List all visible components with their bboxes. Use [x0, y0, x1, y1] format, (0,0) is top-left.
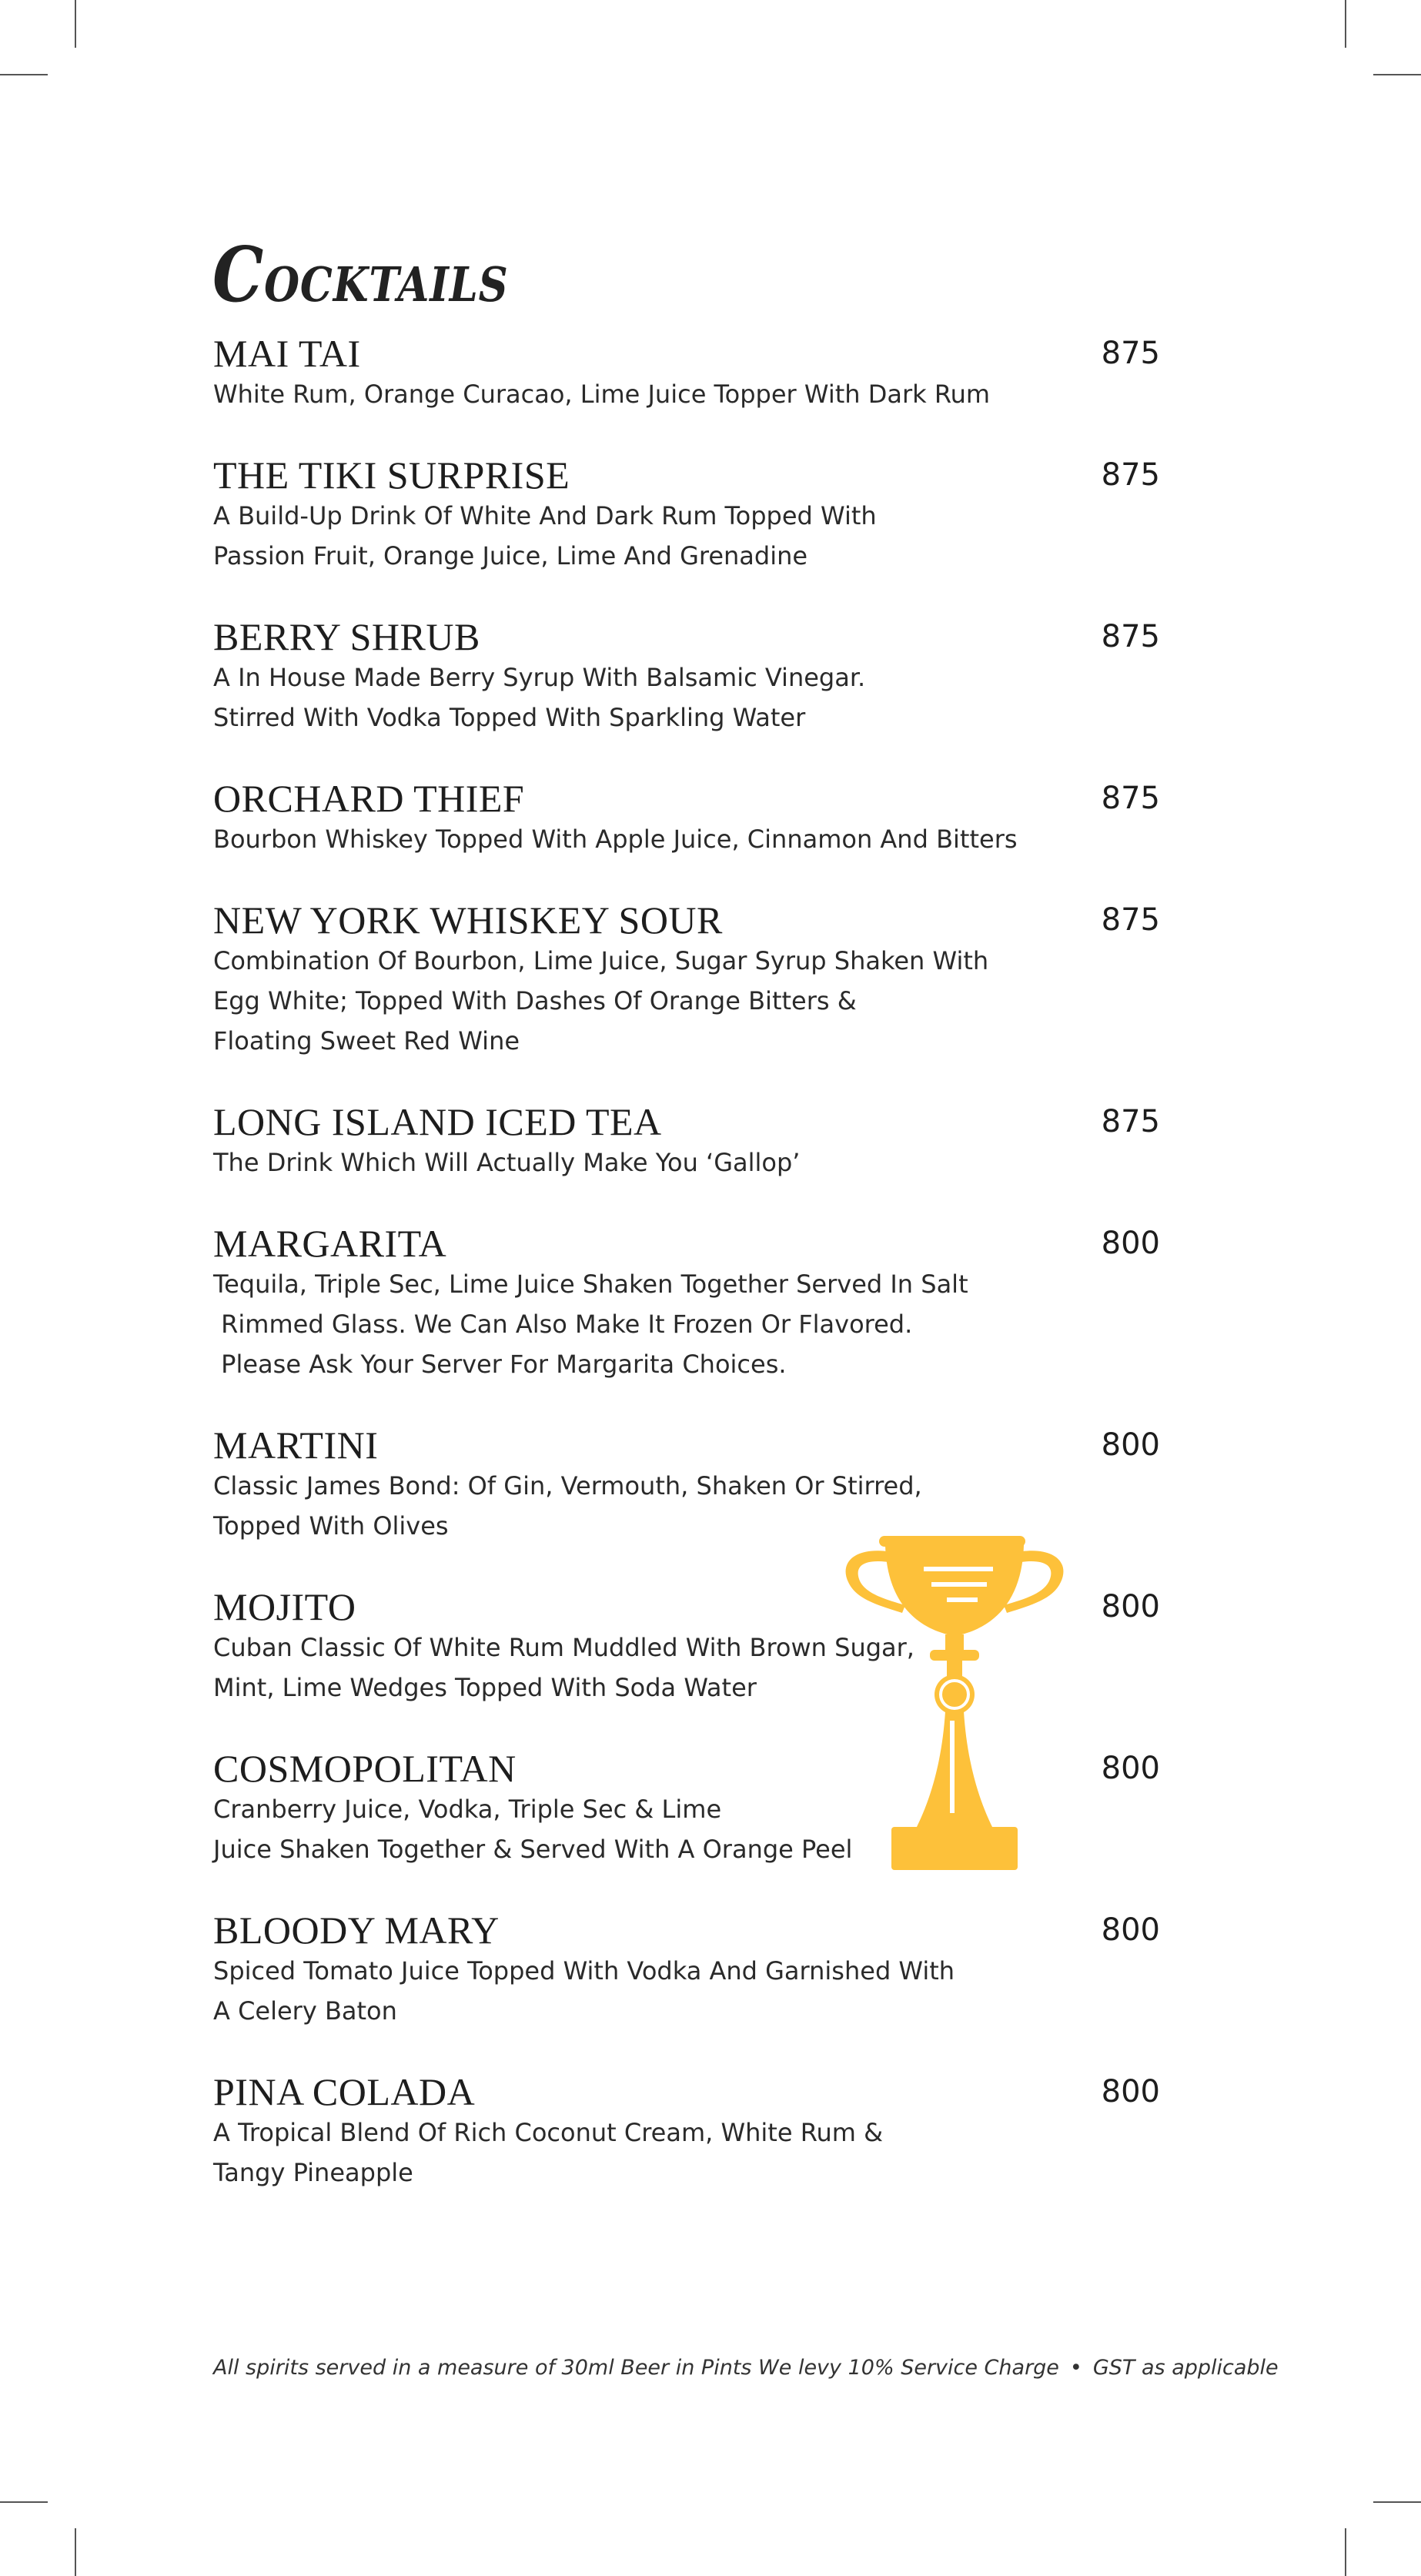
description-line: Tangy Pineapple: [213, 2158, 413, 2187]
description-line: A Tropical Blend Of Rich Coconut Cream, White Rum &: [213, 2118, 884, 2147]
item-price: 800: [1101, 1427, 1160, 1463]
item-price: 800: [1101, 1912, 1160, 1948]
section-title: [212, 231, 509, 319]
item-price: 875: [1101, 457, 1160, 493]
description-line: Mint, Lime Wedges Topped With Soda Water: [213, 1673, 757, 1702]
menu-item-mojito: [213, 1584, 1160, 1708]
description-line: Tequila, Triple Sec, Lime Juice Shaken Together Served In Salt: [213, 1270, 968, 1299]
section-title-rest: OCKTAILS: [264, 256, 509, 313]
crop-mark-bottom-right-horizontal: [1373, 2501, 1421, 2503]
description-line: Bourbon Whiskey Topped With Apple Juice, Cinnamon And Bitters: [213, 825, 1018, 854]
item-price: 875: [1101, 781, 1160, 816]
footer-separator: •: [1069, 2356, 1082, 2380]
item-name: BERRY SHRUB: [213, 615, 480, 658]
description-line: The Drink Which Will Actually Make You ‘Gallop’: [213, 1148, 801, 1177]
crop-mark-bottom-left-horizontal: [0, 2501, 48, 2503]
item-price: 800: [1101, 2074, 1160, 2109]
description-line: Stirred With Vodka Topped With Sparkling Water: [213, 703, 806, 732]
item-price: 875: [1101, 619, 1160, 654]
footer-note-left: All spirits served in a measure of 30ml Beer in Pints We levy 10% Service Charge: [213, 2356, 1059, 2380]
description-line: Egg White; Topped With Dashes Of Orange Bitters &: [213, 986, 857, 1015]
item-name: NEW YORK WHISKEY SOUR: [213, 898, 723, 942]
item-name: PINA COLADA: [213, 2070, 476, 2113]
item-description: [213, 374, 1045, 414]
item-description: [213, 1142, 1045, 1183]
description-line: Juice Shaken Together & Served With A Orange Peel: [213, 1835, 853, 1864]
description-line: A Celery Baton: [213, 1996, 397, 2026]
crop-mark-top-right-vertical: [1345, 0, 1346, 48]
item-price: 875: [1101, 1104, 1160, 1139]
item-name: THE TIKI SURPRISE: [213, 453, 570, 497]
item-description: [213, 819, 1045, 859]
item-description: [213, 2113, 1045, 2193]
item-description: [213, 657, 1045, 738]
menu-item-bloody-mary: [213, 1908, 1160, 2031]
description-line: Floating Sweet Red Wine: [213, 1026, 520, 1055]
item-price: 875: [1101, 902, 1160, 938]
description-line: Classic James Bond: Of Gin, Vermouth, Shaken Or Stirred,: [213, 1471, 922, 1500]
item-description: [213, 1789, 1045, 1869]
item-description: [213, 1951, 1045, 2031]
description-line: White Rum, Orange Curacao, Lime Juice Topper With Dark Rum: [213, 380, 991, 409]
item-description: [213, 1264, 1045, 1384]
item-name: LONG ISLAND ICED TEA: [213, 1100, 662, 1143]
menu-item-mai-tai: [213, 331, 1160, 414]
crop-mark-bottom-right-vertical: [1345, 2528, 1346, 2576]
item-name: MARGARITA: [213, 1222, 447, 1265]
description-line: Combination Of Bourbon, Lime Juice, Sugar Syrup Shaken With: [213, 946, 989, 975]
description-line: Passion Fruit, Orange Juice, Lime And Grenadine: [213, 541, 808, 570]
item-description: [213, 1466, 1045, 1546]
menu-item-margarita: [213, 1221, 1160, 1384]
item-name: ORCHARD THIEF: [213, 777, 525, 820]
description-line: Rimmed Glass. We Can Also Make It Frozen Or Flavored.: [213, 1310, 913, 1339]
item-name: MAI TAI: [213, 332, 361, 375]
description-line: Topped With Olives: [213, 1511, 449, 1541]
item-price: 800: [1101, 1589, 1160, 1624]
footer-note-right: GST as applicable: [1092, 2356, 1279, 2380]
description-line: Cranberry Juice, Vodka, Triple Sec & Lime: [213, 1795, 722, 1824]
item-name: BLOODY MARY: [213, 1909, 500, 1952]
menu-item-martini: [213, 1423, 1160, 1546]
menu-item-long-island-iced-tea: [213, 1099, 1160, 1183]
crop-mark-bottom-left-vertical: [75, 2528, 76, 2576]
menu-item-tiki-surprise: [213, 453, 1160, 576]
menu-item-cosmopolitan: [213, 1746, 1160, 1869]
description-line: A In House Made Berry Syrup With Balsamic Vinegar.: [213, 663, 866, 692]
menu-item-orchard-thief: [213, 776, 1160, 859]
item-price: 875: [1101, 336, 1160, 371]
description-line: A Build-Up Drink Of White And Dark Rum Topped With: [213, 501, 877, 530]
item-description: [213, 1628, 1045, 1708]
crop-mark-top-left-vertical: [75, 0, 76, 48]
description-line: Cuban Classic Of White Rum Muddled With Brown Sugar,: [213, 1633, 914, 1662]
menu-item-pina-colada: [213, 2069, 1160, 2193]
footer-note: [213, 2356, 1279, 2380]
crop-mark-top-right-horizontal: [1373, 74, 1421, 75]
item-name: COSMOPOLITAN: [213, 1747, 517, 1790]
menu-item-new-york-whiskey-sour: [213, 898, 1160, 1061]
item-description: [213, 941, 1045, 1061]
item-name: MOJITO: [213, 1585, 356, 1628]
item-price: 800: [1101, 1751, 1160, 1786]
description-line: Please Ask Your Server For Margarita Choices.: [213, 1350, 787, 1379]
crop-mark-top-left-horizontal: [0, 74, 48, 75]
description-line: Spiced Tomato Juice Topped With Vodka And Garnished With: [213, 1956, 955, 1986]
item-price: 800: [1101, 1226, 1160, 1261]
menu-item-berry-shrub: [213, 614, 1160, 738]
item-description: [213, 496, 1045, 576]
item-name: MARTINI: [213, 1423, 379, 1467]
section-title-initial: C: [212, 231, 265, 319]
